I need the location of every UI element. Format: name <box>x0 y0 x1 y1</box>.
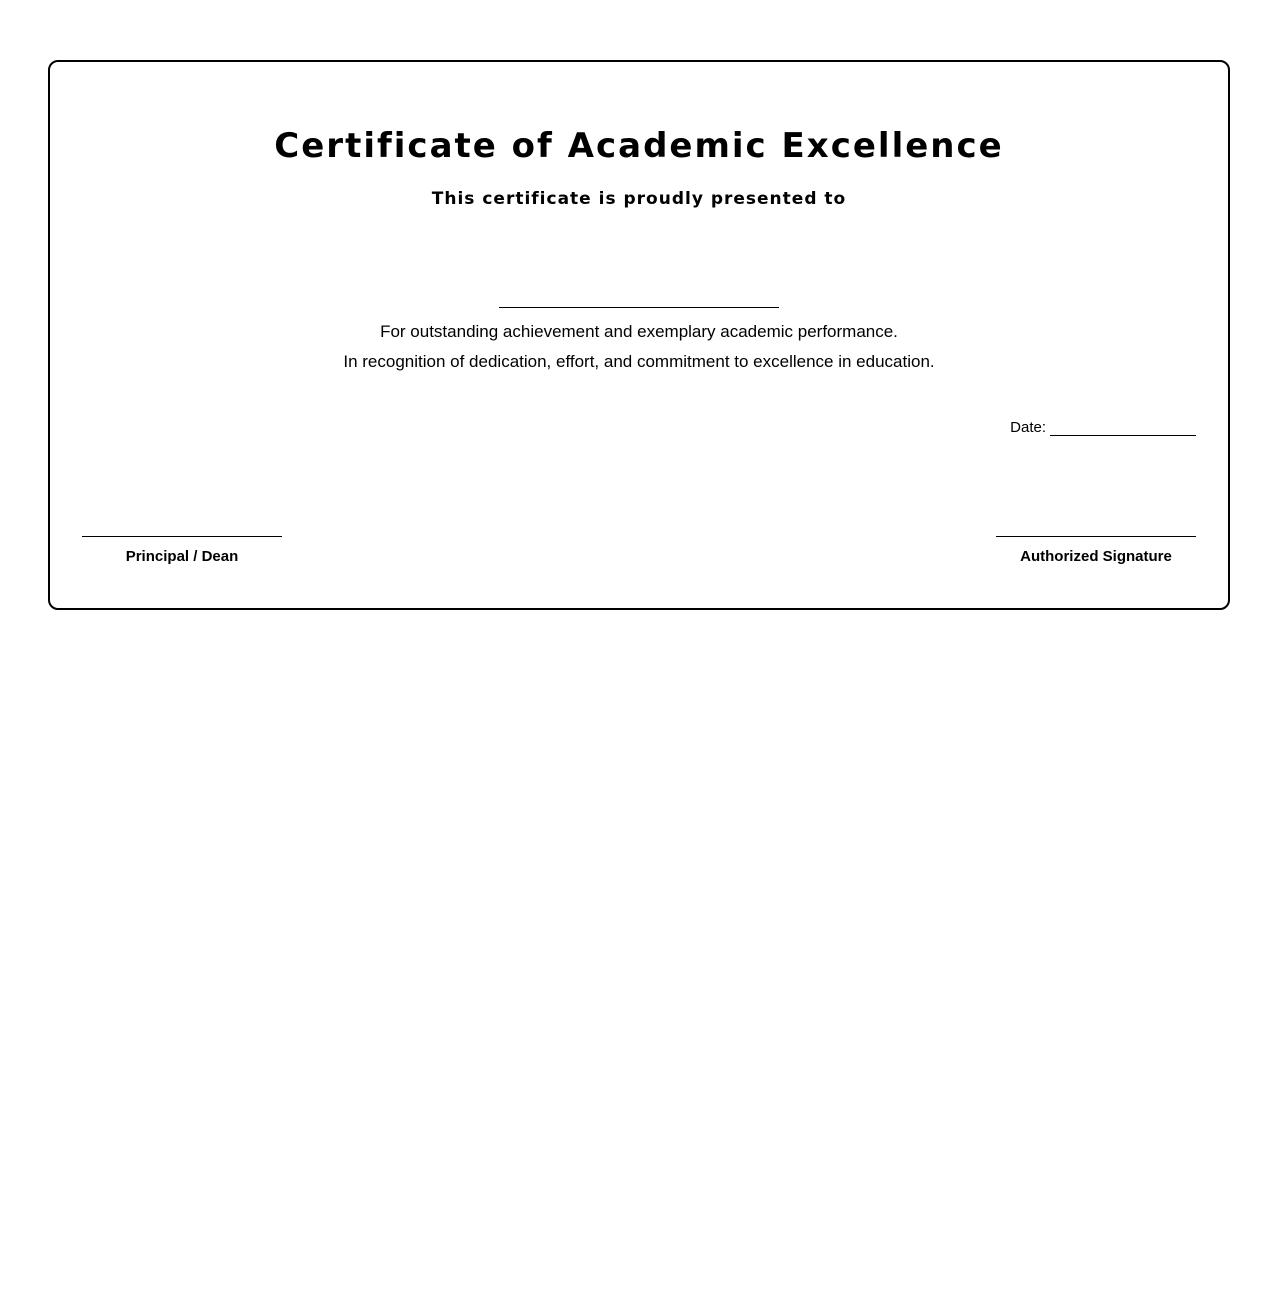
date-field <box>1010 419 1196 436</box>
recipient-name-line <box>499 307 779 308</box>
certificate-body-line-2: In recognition of dedication, effort, and commitment to excellence in education. <box>343 352 935 371</box>
certificate-title: Certificate of Academic Excellence <box>274 126 1004 166</box>
certificate-body-line-1: For outstanding achievement and exemplary academic performance. <box>380 322 898 341</box>
signature-label: Authorized Signature <box>1020 548 1172 565</box>
date-blank-line <box>1050 421 1196 436</box>
date-label: Date: <box>1010 419 1046 436</box>
signature-line <box>996 536 1196 537</box>
signature-authorized <box>996 536 1196 565</box>
signature-line <box>82 536 282 537</box>
signature-principal <box>82 536 282 565</box>
signature-label: Principal / Dean <box>125 548 239 565</box>
certificate-frame <box>48 60 1230 610</box>
certificate-subtitle: This certificate is proudly presented to <box>431 189 847 209</box>
